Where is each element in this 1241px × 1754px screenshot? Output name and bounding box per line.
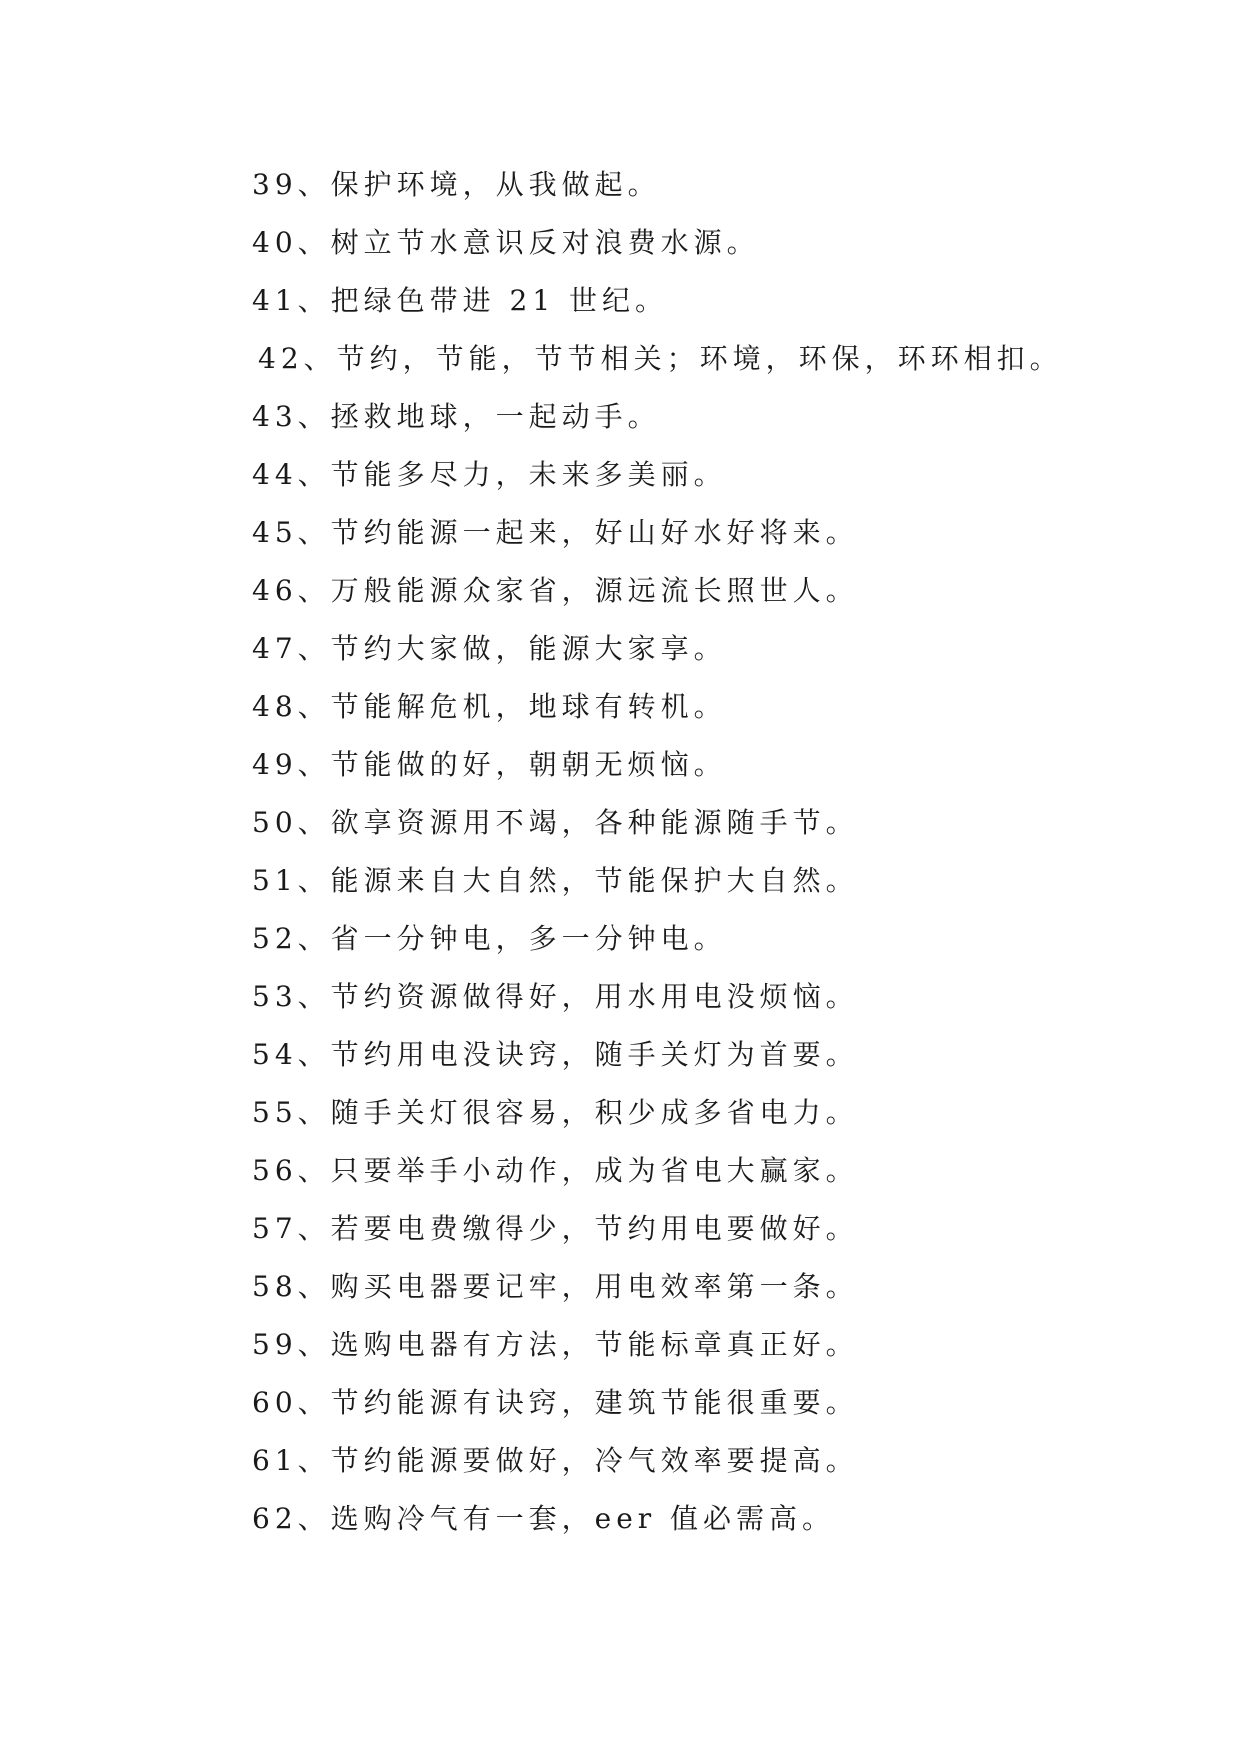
slogan-line: 57、若要电费缴得少，节约用电要做好。 — [252, 1212, 859, 1245]
slogan-line: 41、把绿色带进 21 世纪。 — [252, 284, 669, 317]
slogan-line: 47、节约大家做，能源大家享。 — [252, 632, 727, 665]
slogan-list — [252, 156, 1192, 1548]
slogan-line: 61、节约能源要做好，冷气效率要提高。 — [252, 1444, 859, 1477]
slogan-line: 42、节约，节能，节节相关；环境，环保，环环相扣。 — [258, 342, 1063, 375]
slogan-line: 45、节约能源一起来，好山好水好将来。 — [252, 516, 859, 549]
slogan-line: 39、保护环境，从我做起。 — [252, 168, 661, 201]
slogan-line: 53、节约资源做得好，用水用电没烦恼。 — [252, 980, 859, 1013]
slogan-line: 44、节能多尽力，未来多美丽。 — [252, 458, 727, 491]
slogan-line: 43、拯救地球，一起动手。 — [252, 400, 661, 433]
slogan-line: 40、树立节水意识反对浪费水源。 — [252, 226, 760, 259]
slogan-line: 60、节约能源有诀窍，建筑节能很重要。 — [252, 1386, 859, 1419]
slogan-line: 55、随手关灯很容易，积少成多省电力。 — [252, 1096, 859, 1129]
slogan-line: 51、能源来自大自然，节能保护大自然。 — [252, 864, 859, 897]
slogan-line: 54、节约用电没诀窍，随手关灯为首要。 — [252, 1038, 859, 1071]
slogan-line: 56、只要举手小动作，成为省电大赢家。 — [252, 1154, 859, 1187]
slogan-line: 49、节能做的好，朝朝无烦恼。 — [252, 748, 727, 781]
slogan-line: 58、购买电器要记牢，用电效率第一条。 — [252, 1270, 859, 1303]
slogan-line: 59、选购电器有方法，节能标章真正好。 — [252, 1328, 859, 1361]
slogan-line: 50、欲享资源用不竭，各种能源随手节。 — [252, 806, 859, 839]
slogan-line: 52、省一分钟电，多一分钟电。 — [252, 922, 727, 955]
slogan-line: 46、万般能源众家省，源远流长照世人。 — [252, 574, 859, 607]
slogan-line: 62、选购冷气有一套，eer 值必需高。 — [252, 1502, 836, 1535]
slogan-line: 48、节能解危机，地球有转机。 — [252, 690, 727, 723]
